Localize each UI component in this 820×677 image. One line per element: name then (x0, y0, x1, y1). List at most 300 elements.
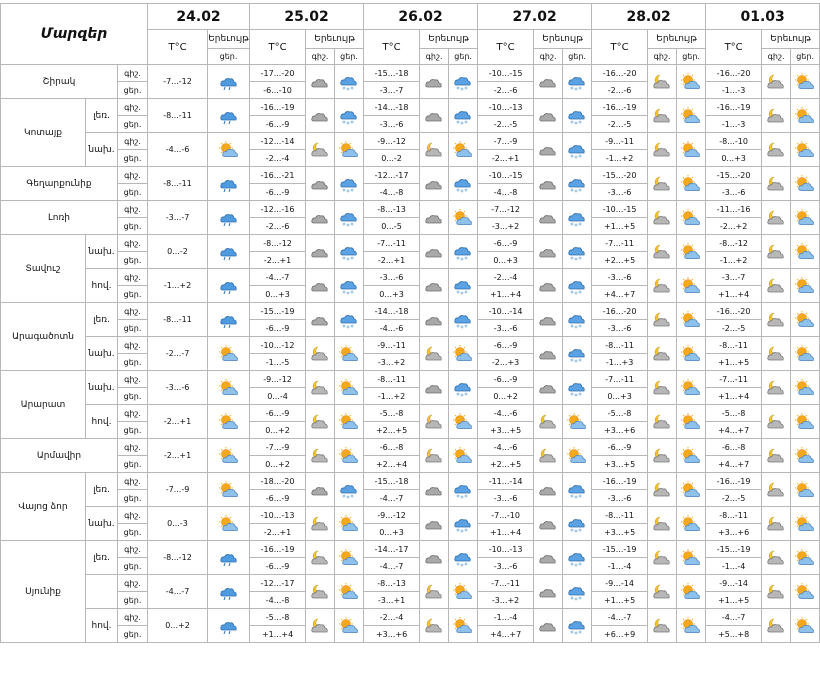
sun-cloud-icon (791, 337, 820, 371)
snow-icon (563, 269, 592, 303)
moon-cloud-icon (648, 371, 677, 405)
temperature-header: T°C (706, 30, 762, 65)
temperature-value: -2...-5 (478, 116, 534, 133)
region-name: Լոռի (1, 201, 118, 235)
temperature-value: -17...-20 (250, 65, 306, 82)
sun-cloud-icon (677, 269, 706, 303)
temperature-value: 0...+3 (364, 524, 420, 541)
sun-cloud-icon (791, 541, 820, 575)
temperature-value: -10...-13 (478, 541, 534, 558)
zone-name: նախ. (86, 235, 118, 269)
temperature-value: -7...-9 (478, 133, 534, 150)
moon-cloud-icon (762, 65, 791, 99)
sun-cloud-icon (449, 575, 478, 609)
temperature-value: -3...-6 (364, 269, 420, 286)
sun-cloud-icon (208, 439, 250, 473)
cloud-icon (534, 575, 563, 609)
zone-name: նախ. (86, 371, 118, 405)
cloud-icon (306, 65, 335, 99)
region-name: Շիրակ (1, 65, 118, 99)
temperature-value: +1...+5 (592, 218, 648, 235)
cloud-icon (306, 167, 335, 201)
cloud-icon (420, 473, 449, 507)
temperature-value: -8...-13 (364, 201, 420, 218)
temperature-value: -15...-18 (364, 473, 420, 490)
temperature-value: -16...-20 (706, 65, 762, 82)
moon-cloud-icon (648, 167, 677, 201)
temperature-value: -18...-20 (250, 473, 306, 490)
sun-cloud-icon (791, 371, 820, 405)
temperature-value: -3...-6 (148, 371, 208, 405)
table-row (1, 133, 820, 150)
temperature-value: +4...+7 (706, 422, 762, 439)
region-name: Տավուշ (1, 235, 86, 303)
temperature-value: -2...-4 (364, 609, 420, 626)
moon-cloud-icon (648, 337, 677, 371)
temperature-value: 0...+2 (250, 422, 306, 439)
temperature-value: 0...+3 (478, 252, 534, 269)
sun-cloud-icon (335, 541, 364, 575)
temperature-value: -8...-11 (592, 507, 648, 524)
date-header: 27.02 (478, 4, 592, 30)
snow-icon (563, 473, 592, 507)
temperature-value: -2...+1 (250, 252, 306, 269)
time-of-day: ցեր. (118, 354, 148, 371)
temperature-value: -8...-11 (148, 99, 208, 133)
temperature-value: -16...-21 (250, 167, 306, 184)
sun-cloud-icon (208, 371, 250, 405)
moon-cloud-icon (762, 575, 791, 609)
night-label: գիշ. (648, 49, 677, 65)
sun-cloud-icon (677, 609, 706, 643)
table-row (1, 99, 820, 116)
moon-cloud-icon (762, 507, 791, 541)
cloud-icon (420, 541, 449, 575)
temperature-value: -8...-10 (706, 133, 762, 150)
temperature-value: -2...+1 (478, 150, 534, 167)
time-of-day: ցեր. (118, 490, 148, 507)
time-of-day: գիշ. (118, 133, 148, 150)
sun-cloud-icon (677, 439, 706, 473)
temperature-value: -3...-6 (364, 116, 420, 133)
moon-cloud-icon (762, 337, 791, 371)
temperature-header: T°C (364, 30, 420, 65)
temperature-value: -3...+2 (478, 592, 534, 609)
temperature-value: -2...+3 (478, 354, 534, 371)
temperature-value: -10...-15 (592, 201, 648, 218)
time-of-day: ցեր. (118, 82, 148, 99)
moon-cloud-icon (420, 609, 449, 643)
temperature-value: -4...-7 (148, 575, 208, 609)
temperature-value: +1...+4 (478, 524, 534, 541)
region-name: Սյունիք (1, 541, 86, 643)
moon-cloud-icon (306, 337, 335, 371)
region-name: Արմավիր (1, 439, 118, 473)
temperature-value: -15...-19 (250, 303, 306, 320)
temperature-value: -9...-11 (592, 133, 648, 150)
moon-cloud-icon (648, 609, 677, 643)
snow-icon (563, 133, 592, 167)
temperature-value: -7...-12 (148, 65, 208, 99)
moon-cloud-icon (762, 201, 791, 235)
snow-icon (563, 303, 592, 337)
temperature-value: +2...+5 (478, 456, 534, 473)
sun-cloud-icon (677, 167, 706, 201)
temperature-value: -7...-11 (592, 371, 648, 388)
table-row (1, 235, 820, 252)
temperature-value: 0...+2 (250, 456, 306, 473)
cloud-icon (534, 235, 563, 269)
temperature-value: -7...-11 (592, 235, 648, 252)
temperature-value: -2...-4 (478, 269, 534, 286)
date-header: 28.02 (592, 4, 706, 30)
time-of-day: ցեր. (118, 626, 148, 643)
snow-icon (335, 269, 364, 303)
temperature-value: -1...+3 (592, 354, 648, 371)
cloud-icon (534, 133, 563, 167)
temperature-value: -7...-9 (250, 439, 306, 456)
region-name: Արագածոտն (1, 303, 86, 371)
cloud-rain-icon (208, 609, 250, 643)
temperature-value: -10...-14 (478, 303, 534, 320)
region-name: Արարատ (1, 371, 86, 439)
day-label: ցեր. (791, 49, 820, 65)
snow-icon (449, 99, 478, 133)
table-row (1, 201, 820, 218)
sun-cloud-icon (677, 337, 706, 371)
temperature-value: -1...-4 (706, 558, 762, 575)
temperature-value: 0...-3 (148, 507, 208, 541)
moon-cloud-icon (648, 269, 677, 303)
cloud-icon (534, 473, 563, 507)
moon-cloud-icon (420, 133, 449, 167)
snow-icon (563, 337, 592, 371)
sun-cloud-icon (563, 405, 592, 439)
snow-icon (449, 269, 478, 303)
temperature-value: -16...-19 (592, 473, 648, 490)
cloud-rain-icon (208, 269, 250, 303)
table-row (1, 303, 820, 320)
temperature-value: -4...-8 (478, 184, 534, 201)
temperature-value: -6...-9 (478, 371, 534, 388)
cloud-icon (420, 235, 449, 269)
temperature-value: -4...-7 (364, 490, 420, 507)
temperature-value: -6...-9 (478, 235, 534, 252)
zone-name: նախ. (86, 337, 118, 371)
temperature-value: -7...-9 (148, 473, 208, 507)
cloud-icon (420, 167, 449, 201)
moon-cloud-icon (306, 609, 335, 643)
cloud-icon (420, 201, 449, 235)
snow-icon (335, 167, 364, 201)
moon-cloud-icon (306, 371, 335, 405)
temperature-value: 0...+2 (148, 609, 208, 643)
sun-cloud-icon (791, 439, 820, 473)
table-row (1, 371, 820, 388)
temperature-value: -7...-12 (478, 201, 534, 218)
moon-cloud-icon (762, 405, 791, 439)
sun-cloud-icon (677, 303, 706, 337)
cloud-icon (306, 235, 335, 269)
temperature-value: -6...-9 (250, 184, 306, 201)
temperature-value: +4...+7 (478, 626, 534, 643)
snow-icon (563, 201, 592, 235)
temperature-value: -2...+1 (250, 524, 306, 541)
sun-cloud-icon (208, 507, 250, 541)
temperature-value: -16...-19 (250, 541, 306, 558)
temperature-value: -7...-11 (364, 235, 420, 252)
time-of-day: գիշ. (118, 473, 148, 490)
snow-icon (335, 235, 364, 269)
sun-cloud-icon (677, 541, 706, 575)
temperature-value: -12...-16 (250, 201, 306, 218)
temperature-value: +6...+9 (592, 626, 648, 643)
temperature-value: -2...-5 (706, 320, 762, 337)
sun-cloud-icon (791, 235, 820, 269)
zone-name: լեռ. (86, 99, 118, 133)
temperature-header: T°C (592, 30, 648, 65)
moon-cloud-icon (648, 303, 677, 337)
temperature-value: -5...-8 (250, 609, 306, 626)
temperature-value: -1...-4 (592, 558, 648, 575)
sun-cloud-icon (677, 133, 706, 167)
temperature-value: -4...-8 (364, 184, 420, 201)
temperature-value: -2...+1 (364, 252, 420, 269)
temperature-value: -16...-20 (706, 303, 762, 320)
temperature-value: -12...-14 (250, 133, 306, 150)
temperature-value: -3...-6 (478, 490, 534, 507)
time-of-day: գիշ. (118, 235, 148, 252)
temperature-value: +3...+6 (592, 422, 648, 439)
sun-cloud-icon (449, 439, 478, 473)
temperature-value: +3...+5 (592, 456, 648, 473)
snow-icon (335, 201, 364, 235)
temperature-value: 0...+3 (592, 388, 648, 405)
temperature-value: -6...-9 (250, 405, 306, 422)
snow-icon (335, 65, 364, 99)
temperature-value: -7...-10 (478, 507, 534, 524)
temperature-value: -8...-11 (706, 507, 762, 524)
time-of-day: գիշ. (118, 405, 148, 422)
temperature-value: -2...-5 (706, 490, 762, 507)
temperature-value: -15...-18 (364, 65, 420, 82)
snow-icon (449, 235, 478, 269)
temperature-value: -4...-6 (364, 320, 420, 337)
temperature-value: -9...-14 (592, 575, 648, 592)
temperature-value: -9...-14 (706, 575, 762, 592)
temperature-value: -1...+2 (364, 388, 420, 405)
night-label: գիշ. (306, 49, 335, 65)
cloud-rain-icon (208, 303, 250, 337)
sun-cloud-icon (677, 235, 706, 269)
table-row (1, 473, 820, 490)
temperature-value: +1...+4 (250, 626, 306, 643)
moon-cloud-icon (648, 65, 677, 99)
cloud-icon (420, 371, 449, 405)
cloud-icon (420, 99, 449, 133)
temperature-value: -4...-6 (478, 439, 534, 456)
sun-cloud-icon (335, 507, 364, 541)
sun-cloud-icon (677, 473, 706, 507)
temperature-value: -4...-6 (478, 405, 534, 422)
temperature-value: -11...-16 (706, 201, 762, 218)
temperature-value: -16...-19 (706, 99, 762, 116)
sun-cloud-icon (449, 337, 478, 371)
temperature-value: -15...-20 (706, 167, 762, 184)
temperature-value: -2...-6 (478, 82, 534, 99)
cloud-icon (306, 99, 335, 133)
weather-header: Երեւույթ (306, 30, 364, 49)
regions-header: Մարզեր (1, 4, 148, 65)
temperature-value: -6...-8 (364, 439, 420, 456)
sun-cloud-icon (677, 201, 706, 235)
zone-name: լեռ. (86, 541, 118, 575)
temperature-value: -2...-7 (148, 337, 208, 371)
temperature-value: 0...+2 (478, 388, 534, 405)
sun-cloud-icon (677, 507, 706, 541)
temperature-value: -1...+2 (592, 150, 648, 167)
temperature-value: -3...-7 (148, 201, 208, 235)
cloud-icon (534, 99, 563, 133)
temperature-value: -5...-8 (364, 405, 420, 422)
temperature-value: -12...-17 (250, 575, 306, 592)
sun-cloud-icon (791, 167, 820, 201)
time-of-day: գիշ. (118, 337, 148, 354)
sun-cloud-icon (449, 133, 478, 167)
temperature-value: 0...-2 (364, 150, 420, 167)
moon-cloud-icon (762, 167, 791, 201)
temperature-value: 0...-5 (364, 218, 420, 235)
cloud-icon (420, 507, 449, 541)
moon-cloud-icon (762, 133, 791, 167)
sun-cloud-icon (791, 303, 820, 337)
sun-cloud-icon (335, 133, 364, 167)
temperature-value: -4...-7 (364, 558, 420, 575)
moon-cloud-icon (762, 303, 791, 337)
snow-icon (563, 507, 592, 541)
temperature-value: -6...-9 (250, 320, 306, 337)
zone-name: նախ. (86, 507, 118, 541)
moon-cloud-icon (762, 541, 791, 575)
moon-cloud-icon (648, 541, 677, 575)
temperature-value: -8...-12 (148, 541, 208, 575)
time-of-day: ցեր. (118, 116, 148, 133)
temperature-value: -5...-8 (592, 405, 648, 422)
sun-cloud-icon (335, 405, 364, 439)
temperature-value: -6...-9 (478, 337, 534, 354)
region-name: Վայոց ձոր (1, 473, 86, 541)
cloud-icon (534, 201, 563, 235)
temperature-value: -1...+2 (706, 252, 762, 269)
sun-cloud-icon (208, 473, 250, 507)
temperature-value: -8...-11 (706, 337, 762, 354)
temperature-value: -14...-17 (364, 541, 420, 558)
temperature-value: -6...-9 (250, 490, 306, 507)
temperature-value: -15...-20 (592, 167, 648, 184)
table-row (1, 541, 820, 558)
snow-icon (563, 575, 592, 609)
region-name: Կոտայք (1, 99, 86, 167)
moon-cloud-icon (420, 575, 449, 609)
temperature-value: -10...-12 (250, 337, 306, 354)
time-of-day: գիշ. (118, 269, 148, 286)
temperature-value: -1...-3 (706, 82, 762, 99)
table-row (1, 439, 820, 456)
temperature-value: 0...+3 (250, 286, 306, 303)
temperature-value: -3...+1 (364, 592, 420, 609)
date-header: 24.02 (148, 4, 250, 30)
time-of-day: գիշ. (118, 167, 148, 184)
cloud-rain-icon (208, 99, 250, 133)
sun-cloud-icon (335, 371, 364, 405)
temperature-value: -15...-19 (706, 541, 762, 558)
temperature-value: -6...-9 (592, 439, 648, 456)
temperature-value: -2...-5 (592, 116, 648, 133)
sun-cloud-icon (563, 439, 592, 473)
day-label: ցեր. (563, 49, 592, 65)
temperature-header: T°C (478, 30, 534, 65)
sun-cloud-icon (791, 473, 820, 507)
sun-cloud-icon (449, 201, 478, 235)
date-header: 25.02 (250, 4, 364, 30)
temperature-value: -9...-12 (364, 507, 420, 524)
temperature-value: +2...+5 (364, 422, 420, 439)
temperature-value: -14...-18 (364, 99, 420, 116)
temperature-value: -3...-7 (706, 269, 762, 286)
sun-cloud-icon (677, 405, 706, 439)
time-of-day: գիշ. (118, 303, 148, 320)
snow-icon (449, 473, 478, 507)
day-label: ցեր. (335, 49, 364, 65)
cloud-icon (534, 269, 563, 303)
temperature-value: -15...-19 (592, 541, 648, 558)
table-row (1, 575, 820, 592)
cloud-icon (306, 473, 335, 507)
temperature-value: -2...-6 (592, 82, 648, 99)
time-of-day: գիշ. (118, 507, 148, 524)
cloud-icon (306, 201, 335, 235)
temperature-value: -7...-11 (706, 371, 762, 388)
time-of-day: ցեր. (118, 150, 148, 167)
weather-header: Երեւույթ (208, 30, 250, 49)
time-of-day: ցեր. (118, 592, 148, 609)
time-of-day: գիշ. (118, 65, 148, 82)
temperature-value: +1...+4 (478, 286, 534, 303)
sun-cloud-icon (449, 609, 478, 643)
table-row (1, 269, 820, 286)
snow-icon (563, 541, 592, 575)
temperature-value: -3...-6 (592, 320, 648, 337)
temperature-value: 0...+3 (706, 150, 762, 167)
temperature-value: +3...+6 (706, 524, 762, 541)
cloud-rain-icon (208, 65, 250, 99)
night-label: գիշ. (534, 49, 563, 65)
temperature-value: -2...-4 (250, 150, 306, 167)
temperature-value: -12...-17 (364, 167, 420, 184)
moon-cloud-icon (306, 507, 335, 541)
day-label: ցեր. (449, 49, 478, 65)
temperature-value: -10...-13 (250, 507, 306, 524)
temperature-value: -16...-19 (592, 99, 648, 116)
snow-icon (335, 303, 364, 337)
cloud-rain-icon (208, 235, 250, 269)
table-row (1, 65, 820, 82)
zone-name: նախ. (86, 133, 118, 167)
zone-name: լեռ. (86, 473, 118, 507)
cloud-icon (306, 303, 335, 337)
temperature-value: -4...-7 (250, 269, 306, 286)
temperature-value: -2...+1 (148, 439, 208, 473)
